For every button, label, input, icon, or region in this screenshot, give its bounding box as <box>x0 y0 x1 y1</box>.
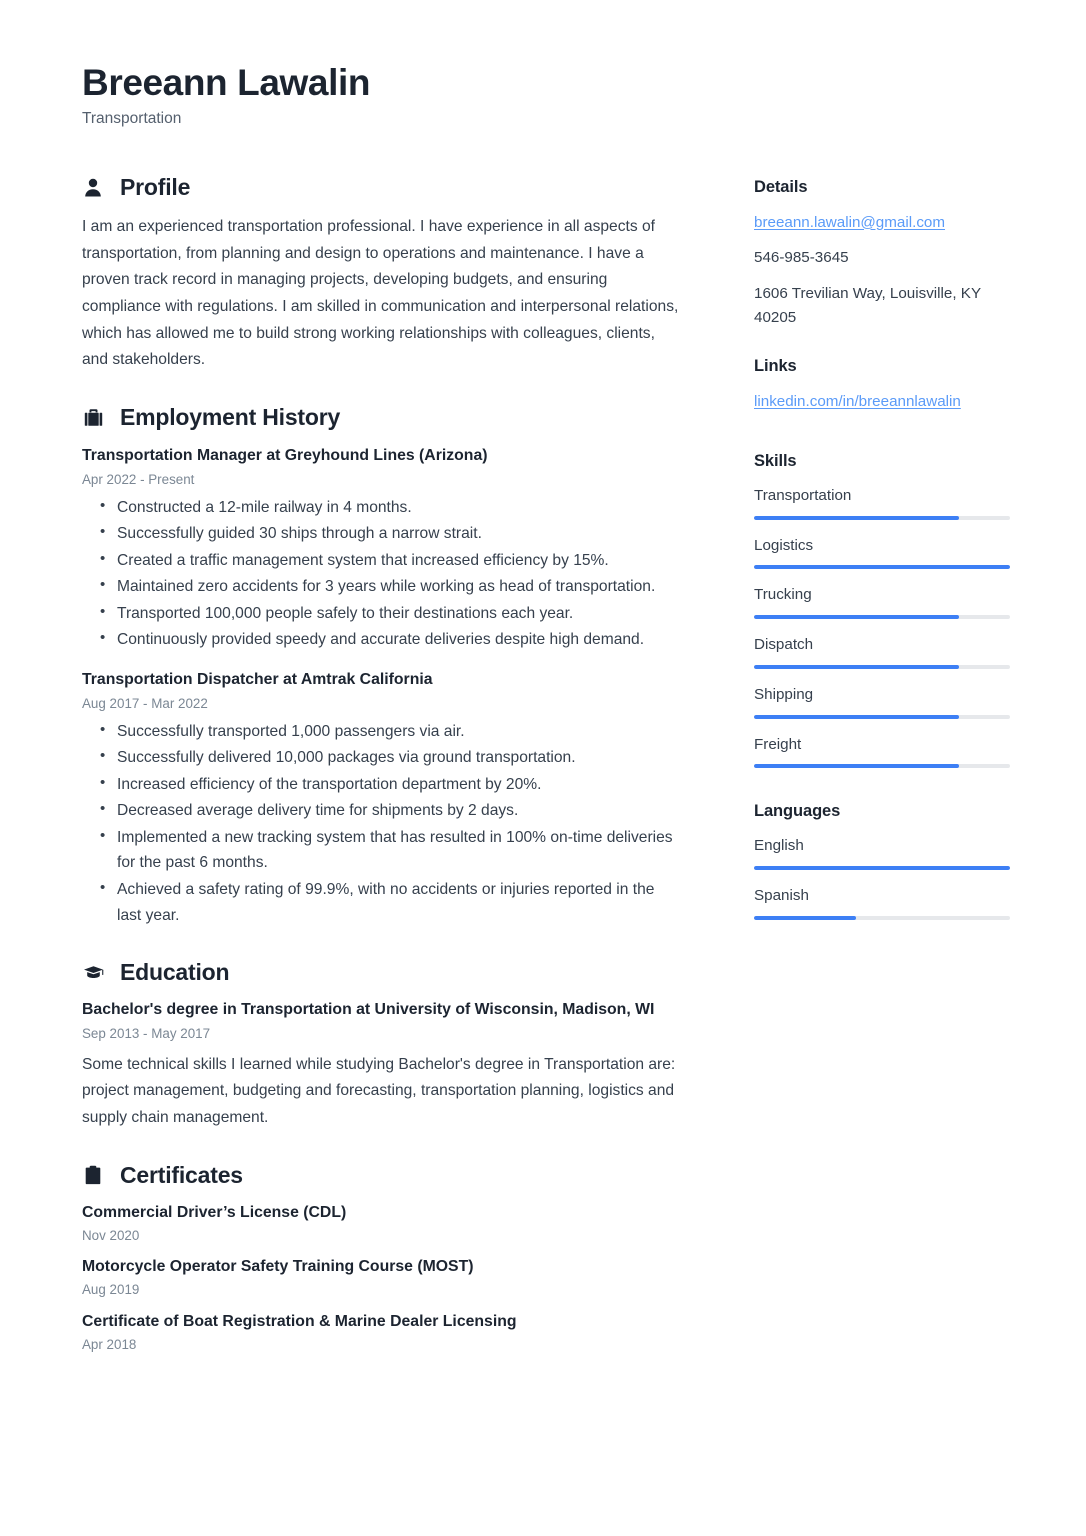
skill-meter-track <box>754 665 1010 669</box>
skill-meter-fill <box>754 764 959 768</box>
employment-entry-date: Apr 2022 - Present <box>82 471 195 487</box>
page-title: Breeann Lawalin <box>82 62 371 103</box>
certificate-title: Certificate of Boat Registration & Marine Dealer Licensing <box>82 1312 517 1330</box>
section-education <box>82 959 682 1132</box>
resume-body <box>82 174 1000 1386</box>
skill-meter-track <box>754 715 1010 719</box>
language-label: Spanish <box>754 887 809 905</box>
main-column <box>82 174 682 1386</box>
sidebar-block-skills <box>754 452 1016 769</box>
employment-entry <box>82 669 682 929</box>
certificate-entry <box>82 1311 682 1355</box>
section-header-employment <box>82 404 682 432</box>
section-title-profile: Profile <box>120 173 191 200</box>
graduation-cap-icon <box>82 960 104 984</box>
briefcase-icon <box>82 406 104 430</box>
employment-entry-date: Aug 2017 - Mar 2022 <box>82 695 208 711</box>
section-employment-history <box>82 404 682 929</box>
skill-item <box>754 535 1016 570</box>
language-label: English <box>754 837 804 855</box>
certificate-title: Motorcycle Operator Safety Training Course (MOST) <box>82 1258 474 1276</box>
language-meter-track <box>754 916 1010 920</box>
language-item <box>754 835 1016 870</box>
user-icon <box>82 175 104 199</box>
skill-label: Logistics <box>754 536 814 554</box>
sidebar-block-languages <box>754 802 1016 920</box>
skill-meter-fill <box>754 565 1010 569</box>
skill-meter-track <box>754 565 1010 569</box>
language-meter-fill <box>754 866 1010 870</box>
section-profile <box>82 174 682 375</box>
linkedin-link[interactable]: linkedin.com/in/breeannlawalin <box>754 393 961 411</box>
list-item: • Successfully guided 30 ships through a narrow strait. <box>117 521 682 547</box>
employment-entry-title: Transportation Dispatcher at Amtrak California <box>82 670 433 688</box>
skill-meter-track <box>754 516 1010 520</box>
language-item <box>754 885 1016 920</box>
language-meter-fill <box>754 916 856 920</box>
list-item: • Created a traffic management system that increased efficiency by 15%. <box>117 548 682 574</box>
skill-item <box>754 485 1016 520</box>
list-item: • Successfully transported 1,000 passengers via air. <box>117 719 682 745</box>
skill-item <box>754 734 1016 769</box>
sidebar-title-skills: Skills <box>754 451 797 470</box>
section-certificates <box>82 1162 682 1356</box>
email-link[interactable]: breeann.lawalin@gmail.com <box>754 213 946 231</box>
skill-label: Dispatch <box>754 636 814 654</box>
skill-meter-fill <box>754 516 959 520</box>
sidebar-block-details <box>754 178 1016 332</box>
section-title-certificates: Certificates <box>120 1161 243 1188</box>
address: 1606 Trevilian Way, Louisville, KY 40205 <box>754 284 981 327</box>
skill-item <box>754 584 1016 619</box>
skill-label: Trucking <box>754 586 812 604</box>
skill-label: Freight <box>754 735 802 753</box>
list-item: • Successfully delivered 10,000 packages via ground transportation. <box>117 745 682 771</box>
skill-item <box>754 634 1016 669</box>
sidebar-block-links <box>754 357 1016 426</box>
profile-text: I am an experienced transportation professional. I have experience in all aspects of transportation, from planning and design to operations and maintenance. I have a proven track record in managing projects, developing budgets, and ensuring compliance with regulations. I am skilled in communication and interpersonal relations, which has allowed me to build strong working relationships with colleagues, clients, and stakeholders. <box>82 218 679 369</box>
skill-meter-fill <box>754 665 959 669</box>
language-meter-track <box>754 866 1010 870</box>
list-item: • Increased efficiency of the transportation department by 20%. <box>117 772 682 798</box>
education-entry-date: Sep 2013 - May 2017 <box>82 1026 211 1042</box>
section-header-profile <box>82 174 682 202</box>
employment-entry <box>82 445 682 653</box>
sidebar <box>754 174 1016 947</box>
list-item: • Implemented a new tracking system that has resulted in 100% on-time deliveries for the past 6 months. <box>117 825 682 877</box>
section-title-employment: Employment History <box>120 404 341 431</box>
list-item: • Maintained zero accidents for 3 years while working as head of transportation. <box>117 574 682 600</box>
skill-item <box>754 684 1016 719</box>
certificate-date: Aug 2019 <box>82 1282 140 1298</box>
section-header-education <box>82 959 682 987</box>
list-item: • Achieved a safety rating of 99.9%, with no accidents or injuries reported in the last year. <box>117 877 682 929</box>
skill-meter-fill <box>754 715 959 719</box>
list-item: • Decreased average delivery time for shipments by 2 days. <box>117 798 682 824</box>
resume-header <box>82 62 1000 130</box>
skill-meter-track <box>754 615 1010 619</box>
job-title: Transportation <box>82 110 182 128</box>
skill-meter-track <box>754 764 1010 768</box>
sidebar-title-details: Details <box>754 177 808 196</box>
employment-entry-bullets <box>82 719 682 929</box>
list-item: • Continuously provided speedy and accurate deliveries despite high demand. <box>117 627 682 653</box>
education-entry <box>82 999 682 1131</box>
education-entry-description: Some technical skills I learned while studying Bachelor's degree in Transportation are: project management, budgeting and forecasting, transportation planning, logistics and supply chain management. <box>82 1055 676 1126</box>
skill-label: Shipping <box>754 685 814 703</box>
employment-entry-bullets <box>82 495 682 653</box>
sidebar-title-links: Links <box>754 357 797 376</box>
list-item: • Constructed a 12-mile railway in 4 months. <box>117 495 682 521</box>
phone-number: 546-985-3645 <box>754 249 849 267</box>
certificate-title: Commercial Driver’s License (CDL) <box>82 1204 347 1222</box>
sidebar-title-languages: Languages <box>754 802 841 821</box>
skill-meter-fill <box>754 615 959 619</box>
section-header-certificates <box>82 1162 682 1190</box>
employment-entry-title: Transportation Manager at Greyhound Lines (Arizona) <box>82 446 488 464</box>
education-entry-title: Bachelor's degree in Transportation at University of Wisconsin, Madison, WI <box>82 1001 655 1019</box>
certificate-entry <box>82 1202 682 1246</box>
certificate-date: Apr 2018 <box>82 1336 137 1352</box>
skill-label: Transportation <box>754 486 852 504</box>
list-item: • Transported 100,000 people safely to their destinations each year. <box>117 601 682 627</box>
certificate-date: Nov 2020 <box>82 1227 140 1243</box>
certificate-entry <box>82 1256 682 1300</box>
section-title-education: Education <box>120 958 230 985</box>
clipboard-icon <box>82 1163 104 1187</box>
